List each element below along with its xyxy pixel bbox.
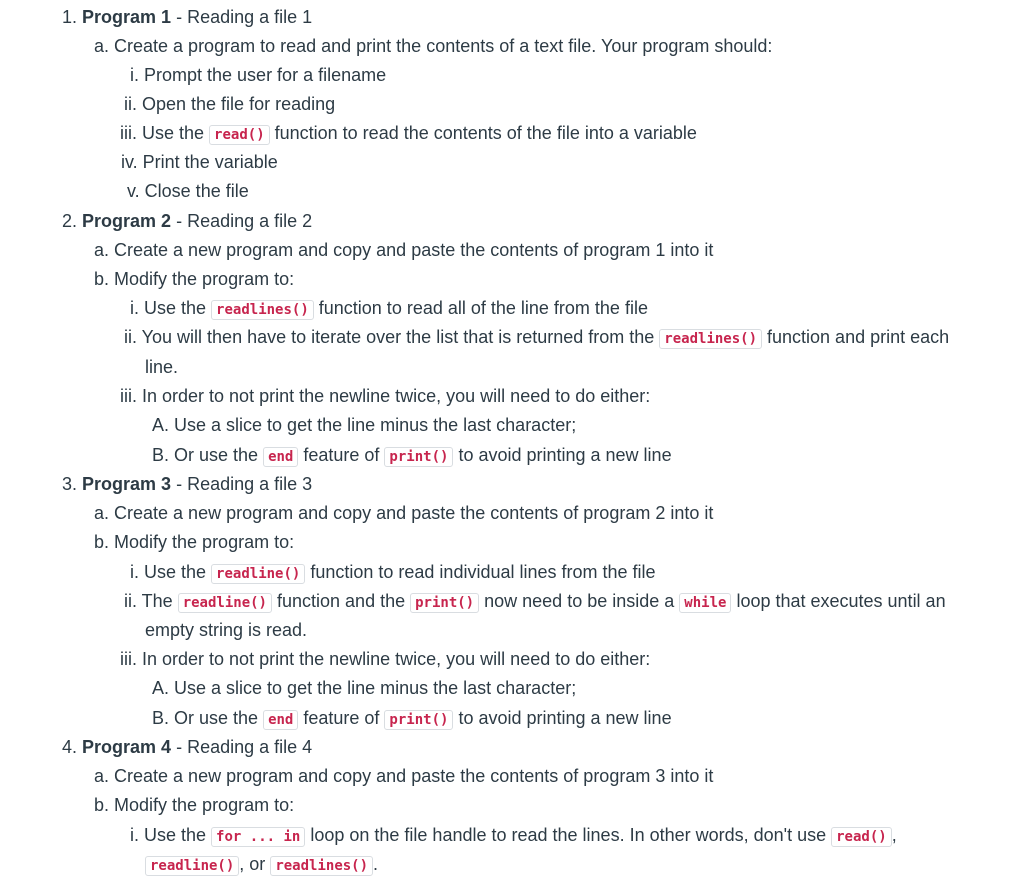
program-4-item-i: i. Use the for ... in loop on the file handle to read the lines. In other words, don't use read() ,: [130, 825, 897, 845]
code-end: end: [263, 447, 298, 467]
program-2-item-ii: ii. You will then have to iterate over the list that is returned from the readlines() function and print each: [124, 327, 950, 347]
program-1-item-i: i. Prompt the user for a filename: [130, 65, 387, 85]
code-print: print(): [410, 593, 479, 613]
program-1-item-ii: ii. Open the file for reading: [124, 94, 336, 114]
code-readline: readline(): [145, 856, 239, 876]
program-4-item-a: a. Create a new program and copy and paste the contents of program 3 into it: [94, 766, 714, 786]
code-readlines: readlines(): [211, 300, 314, 320]
code-print: print(): [384, 710, 453, 730]
program-3-item-iii: iii. In order to not print the newline twice, you will need to do either:: [120, 649, 651, 669]
program-3-item-ii: ii. The readline() function and the print() now need to be inside a while loop that executes until an: [124, 591, 946, 611]
program-3-item-a: a. Create a new program and copy and paste the contents of program 2 into it: [94, 503, 714, 523]
program-2-item-i: i. Use the readlines() function to read all of the line from the file: [130, 298, 648, 318]
program-4-title: Program 4: [82, 737, 172, 757]
code-readlines: readlines(): [659, 329, 762, 349]
program-1-item-v: v. Close the file: [127, 181, 249, 201]
program-2-item-b: b. Modify the program to:: [94, 269, 295, 289]
program-1-item-iv: iv. Print the variable: [121, 152, 278, 172]
code-read: read(): [831, 827, 892, 847]
program-3-item-B: B. Or use the end feature of print() to avoid printing a new line: [152, 708, 672, 728]
program-2-item-B: B. Or use the end feature of print() to avoid printing a new line: [152, 445, 672, 465]
program-2-item-A: A. Use a slice to get the line minus the last character;: [152, 415, 577, 435]
program-3-title: Program 3: [82, 474, 172, 494]
code-readline: readline(): [211, 564, 305, 584]
program-3-item-i: i. Use the readline() function to read individual lines from the file: [130, 562, 656, 582]
program-3-item-A: A. Use a slice to get the line minus the last character;: [152, 678, 577, 698]
program-2-item-iii: iii. In order to not print the newline twice, you will need to do either:: [120, 386, 651, 406]
program-1-item-iii: iii. Use the read() function to read the contents of the file into a variable: [120, 123, 697, 143]
program-1-heading: 1. Program 1 - Reading a file 1: [62, 7, 313, 27]
program-3-heading: 3. Program 3 - Reading a file 3: [62, 474, 313, 494]
program-2-item-ii-continued: line.: [145, 357, 179, 377]
program-1-item-a: a. Create a program to read and print the contents of a text file. Your program should:: [94, 36, 773, 56]
code-readline: readline(): [178, 593, 272, 613]
program-4-item-i-continued: readline() , or readlines() .: [145, 853, 378, 875]
code-end: end: [263, 710, 298, 730]
program-4-heading: 4. Program 4 - Reading a file 4: [62, 737, 313, 757]
code-read: read(): [209, 125, 270, 145]
program-2-title: Program 2: [82, 211, 172, 231]
code-readlines: readlines(): [270, 856, 373, 876]
program-1-title: Program 1: [82, 7, 172, 27]
code-print: print(): [384, 447, 453, 467]
program-3-item-b: b. Modify the program to:: [94, 532, 295, 552]
code-while: while: [679, 593, 731, 613]
program-3-item-ii-continued: empty string is read.: [145, 620, 308, 640]
code-for-in: for ... in: [211, 827, 305, 847]
program-2-heading: 2. Program 2 - Reading a file 2: [62, 211, 313, 231]
program-2-item-a: a. Create a new program and copy and paste the contents of program 1 into it: [94, 240, 714, 260]
program-4-item-b: b. Modify the program to:: [94, 795, 295, 815]
